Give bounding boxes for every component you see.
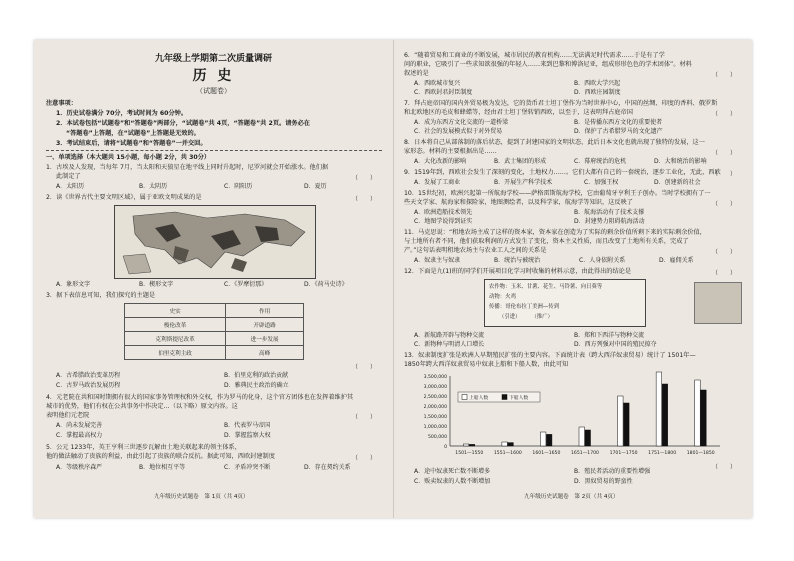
question-1-cont: 此制定了 [56, 173, 81, 180]
x-tick-label: 1701—1750 [609, 451, 638, 456]
table-header: 作用 [226, 304, 304, 318]
question-2: 2．读《世界古代主要文明区域》，属于亚欧文明成果的是 [46, 194, 202, 201]
map-graphic [115, 206, 315, 278]
option-a: A．大化改新的影响 [414, 158, 467, 165]
option-b: B．郑和下西洋与物种交流 [574, 332, 645, 339]
option-d: D．雅典民主政治的确立 [224, 382, 289, 389]
page-two [393, 40, 753, 518]
info-table [124, 303, 304, 360]
subject-title: 历 史 [192, 68, 235, 84]
option-c: C．社会的发展模式似于对外贸易 [414, 128, 503, 135]
y-tick-label: 500,000 [428, 435, 447, 440]
answer-paren: （ ） [352, 455, 377, 462]
answer-paren: （ ） [352, 196, 377, 203]
option-c: C．阴阳历 [224, 183, 253, 190]
option-b: B．是传播东西方文化的重要使者 [574, 119, 663, 126]
question-11-cont: 产。”这句话表明租地农场主与农业工人之间的关系是 [404, 247, 547, 254]
option-c: C．人身依附关系 [579, 257, 626, 264]
x-tick-label: 1651—1700 [571, 451, 599, 456]
legend-label: 下船人数 [509, 396, 529, 401]
note-line: “答题卷”上答题，在“试题卷”上答题是无效的。 [66, 130, 200, 137]
x-tick-label: 1501—1550 [455, 451, 484, 456]
option-a: A．古希腊政治变革历程 [56, 372, 121, 379]
option-a: A．发展了工商业 [414, 179, 461, 186]
x-tick-label: 1551—1600 [493, 451, 522, 456]
question-4: 4．元老院在共和国时期拥有很大的国家事务管理权和外交权，作为罗马的化身，这个官方团体也在发挥着维护其 [46, 394, 354, 401]
note-line: 1．历史试卷满分 70分，考试时间为 60分钟。 [56, 110, 188, 117]
y-tick-label: 0 [444, 445, 447, 450]
answer-paren: （ ） [712, 270, 737, 277]
option-a: A．太阳历 [56, 183, 85, 190]
option-a: A．西欧城市复兴 [414, 80, 461, 87]
note-line: 3．考试结束后，请将“试题卷”和“答题卷”一并交回。 [56, 140, 207, 147]
question-12: 12．下面是九(1)班的同学们开展项目化学习时收集的材料示意，由此得出的结论是 [404, 268, 632, 275]
question-9: 9．1519年到，西欧社会发生了深刻的变化，土地权力……。它们大都有自己的一套统治，逐步工业化，无此，西欧 [404, 169, 721, 176]
x-tick-label: 1751—1800 [648, 451, 677, 456]
question-1: 1．古埃及人发现，当每年 7月，当太阳和天狼星在地平线上同时升起时，尼罗河就会开始涨水。他们据 [46, 164, 329, 171]
notes-header: 注意事项： [46, 100, 77, 107]
option-b: B．西欧大学兴起 [574, 80, 621, 87]
option-b: B．太阴历 [139, 183, 168, 190]
page-footer: 九年级历史试题卷 第 1页（共 4页） [154, 494, 249, 500]
y-tick-label: 3,000,000 [423, 385, 447, 390]
y-tick-label: 2,000,000 [423, 405, 447, 410]
question-7: 7．拜占庭帝国的国内外贸易极为发达，它的货币君士坦丁堡作为当时世界中心，中国的丝绸、印度的香料、俄罗斯 [404, 100, 718, 107]
box-line: 动物：火鸡 [489, 294, 516, 300]
option-c: C．贩卖奴隶的人数不断增加 [414, 478, 491, 485]
table-cell: 伯里克利主政 [125, 346, 226, 360]
bar-boarded [656, 372, 662, 446]
answer-paren: （ ） [712, 201, 737, 208]
question-10-cont: 些天文学家、航海家和探险家，地图测绘者，以及科学家，航海学等知识，这反映了 [404, 199, 633, 206]
bar-boarded [540, 432, 546, 446]
question-13-cont: 1850年跨大西洋奴隶贸易中奴隶上船和下船人数，由此可知 [404, 361, 569, 368]
option-d: D．黑奴贸易的野蛮性 [574, 478, 633, 485]
section-header: 一、单项选择（本大题共 15小题，每小题 2分，共 30分） [46, 154, 211, 161]
table-row [125, 346, 304, 360]
option-d: D．创建新的社会 [654, 179, 701, 186]
answer-paren: （ ） [712, 464, 737, 471]
option-d: D．西欧庄园制度 [574, 89, 621, 96]
question-13: 13．奴隶制度扩张是欧洲人早期殖民扩张的主要内容。下面统计表（跨大西洋奴隶贸易）统计了 1501年— [404, 352, 696, 359]
answer-paren: （ ） [712, 171, 737, 178]
option-d: D．存在契约关系 [304, 464, 351, 471]
answer-paren: （ ） [712, 249, 737, 256]
option-d: D．雇佣关系 [659, 257, 694, 264]
bar-landed [508, 443, 513, 446]
y-tick-label: 2,500,000 [423, 395, 447, 400]
question-8-cont: 家形态。材料的主要根据出是…… [404, 148, 497, 155]
question-6-cont: 问的职业，它吸引了一些求知欲很强的年轻人……来到巴黎和博洛尼亚，组成形形色色的学术团体”。材料 [404, 61, 692, 68]
option-d: D．《荷马史诗》 [304, 281, 348, 288]
question-4-cont: 城市的优势，他们有权在公共事务中作决定…（以下略）原文内容。这 [46, 403, 238, 410]
bar-boarded [695, 380, 701, 446]
option-d: D．大和统治的影响 [654, 158, 707, 165]
option-a: A．新航路开辟与物种交流 [414, 332, 485, 339]
exam-title: 九年级上学期第二次质量调研 [154, 54, 272, 64]
option-d: D．保护了古希腊罗马的文化遗产 [574, 128, 663, 135]
box-line: （引进） （推广） [499, 314, 553, 320]
question-3: 3．据下表信息可知，我们探究的主题是 [46, 292, 156, 299]
option-b: B．开展生产科学技术 [494, 179, 553, 186]
answer-paren: （ ） [712, 150, 737, 157]
option-b: B．殖民者活动的重要性增强 [574, 468, 651, 475]
option-a: A．途中奴隶死亡数不断增多 [414, 468, 491, 475]
decorative-illustration [694, 282, 742, 324]
question-6: 6．“随着贸易和工商业的不断发展，城市居民的教育机构……无法满足时代需求……于是有了学 [404, 52, 665, 59]
option-b: B．代表罗马帝国 [224, 422, 271, 429]
option-d: D．夏历 [304, 183, 327, 190]
bar-boarded [579, 427, 585, 446]
option-a: A．奴隶主与奴隶 [414, 257, 461, 264]
divider [46, 150, 382, 151]
bar-boarded [618, 396, 624, 446]
y-tick-label: 3,500,000 [423, 375, 447, 380]
question-11-cont: 与土地所有者不同，他们获取利润的方式发生了变化，资本主义性质，而且改变了土地所有关系，完成了 [404, 238, 689, 245]
question-10: 10．15世纪初，欧洲兴起第一所航海学校——萨格雷斯航海学校，它由葡萄牙亨利王子创办。当时学校拥有了一 [404, 190, 711, 197]
table-cell: 克利斯提尼改革 [125, 332, 226, 346]
legend-swatch [462, 395, 467, 400]
note-line: 2．本试卷包括“试题卷”和“答题卷”两部分，“试题卷”共 4页，“答题卷”共 2页。请务必在 [56, 120, 310, 127]
option-b: B．武士集团的形成 [494, 158, 547, 165]
bar-boarded [463, 444, 469, 446]
question-7-cont: 和北欧地区的毛皮和蜂蜡等，经由君士坦丁堡转销西欧，以至于，这表明拜占庭帝国 [404, 109, 633, 116]
question-8: 8．日本将自己从部落制的落后状态，提到了封建国家的文明状态，此后日本文化也就出现了独特的发展，这一 [404, 139, 705, 146]
legend-label: 上船人数 [469, 396, 489, 401]
option-a: A．尚未发展完善 [56, 422, 103, 429]
exam-sheet [34, 40, 752, 518]
option-a: A．欧洲造船技术领先 [414, 209, 473, 216]
table-cell: 开辟道路 [226, 318, 304, 332]
table-cell: 梭伦改革 [125, 318, 226, 332]
answer-paren: （ ） [712, 111, 737, 118]
bar-landed [469, 444, 475, 446]
option-d: D．封建势力阻碍航海活动 [574, 218, 645, 225]
page-footer: 九年级历史试题卷 第 2页（共 4页） [524, 494, 619, 500]
table-cell: 进一步发展 [226, 332, 304, 346]
option-b: B．楔形文字 [139, 281, 174, 288]
option-b: B．伯里克利的政治贡献 [224, 372, 289, 379]
question-4-cont: 表明他们元老院 [46, 412, 90, 419]
page-one [34, 40, 393, 518]
option-c: C．西欧封君封臣制度 [414, 89, 473, 96]
x-tick-label: 1801—1850 [686, 451, 715, 456]
table-cell: 高峰 [226, 346, 304, 360]
answer-paren: （ ） [352, 364, 377, 371]
answer-paren: （ ） [352, 414, 377, 421]
option-c: C．《罗摩衍那》 [224, 281, 268, 288]
bar-landed [585, 430, 591, 446]
answer-paren: （ ） [712, 72, 737, 79]
bar-landed [624, 403, 630, 446]
bar-landed [662, 384, 668, 446]
option-c: C．地图学说得到证实 [414, 218, 473, 225]
subtitle: （试题卷） [196, 87, 231, 95]
table-row [125, 332, 304, 346]
option-a: A．等级秩序森严 [56, 464, 103, 471]
table-row [125, 318, 304, 332]
option-d: D．西方列强对中国的殖民掠夺 [574, 341, 657, 348]
y-tick-label: 1,000,000 [423, 425, 447, 430]
question-11: 11．马克思说：“租地农场主成了这样的资本家，资本家在创造为了实际的剩余价值所剩下来的实际剩余价值， [404, 229, 706, 236]
option-c: C．新物种与明清人口增长 [414, 341, 485, 348]
answer-paren: （ ） [352, 175, 377, 182]
question-5-cont: 他的做法触动了贵族的利益，由此引起了贵族的联合反抗。据此可知，西欧封建制度 [46, 453, 275, 460]
option-b: B．地位相互平等 [139, 464, 186, 471]
option-a: A．成为东西方文化交流的一道桥梁 [414, 119, 509, 126]
box-line: 农作物：玉米、甘薯、花生、马铃薯、向日葵等 [489, 284, 603, 290]
option-c: C．幕府统治的危机 [574, 158, 627, 165]
question-5: 5．公元 1233年，英王亨利三世逐步瓦解由土地关联起来的领主体系， [46, 444, 241, 451]
legend-swatch [502, 395, 507, 400]
material-box [484, 279, 646, 327]
option-b: B．统治与被统治 [494, 257, 541, 264]
bar-landed [546, 434, 552, 446]
option-c: C．矛盾冲突不断 [224, 464, 271, 471]
table-header: 史实 [125, 304, 226, 318]
y-tick-label: 1,500,000 [423, 415, 447, 420]
slave-trade-chart [404, 370, 734, 462]
option-a: A．象形文字 [56, 281, 91, 288]
option-c: C．古罗马政治发展历程 [56, 382, 121, 389]
option-c: C．掌握最高权力 [56, 432, 103, 439]
option-c: C．加强王权 [584, 179, 619, 186]
x-tick-label: 1601—1650 [532, 451, 561, 456]
world-civilizations-map [114, 205, 316, 279]
option-b: B．航海活动有了技术支撑 [574, 209, 645, 216]
bar-boarded [502, 442, 508, 446]
option-d: D．掌握监察大权 [224, 432, 271, 439]
question-6-cont: 叙述的是 [404, 70, 429, 77]
box-line: 传播：哥伦布拉丁美洲—传到 [489, 304, 560, 310]
bar-landed [701, 390, 707, 446]
